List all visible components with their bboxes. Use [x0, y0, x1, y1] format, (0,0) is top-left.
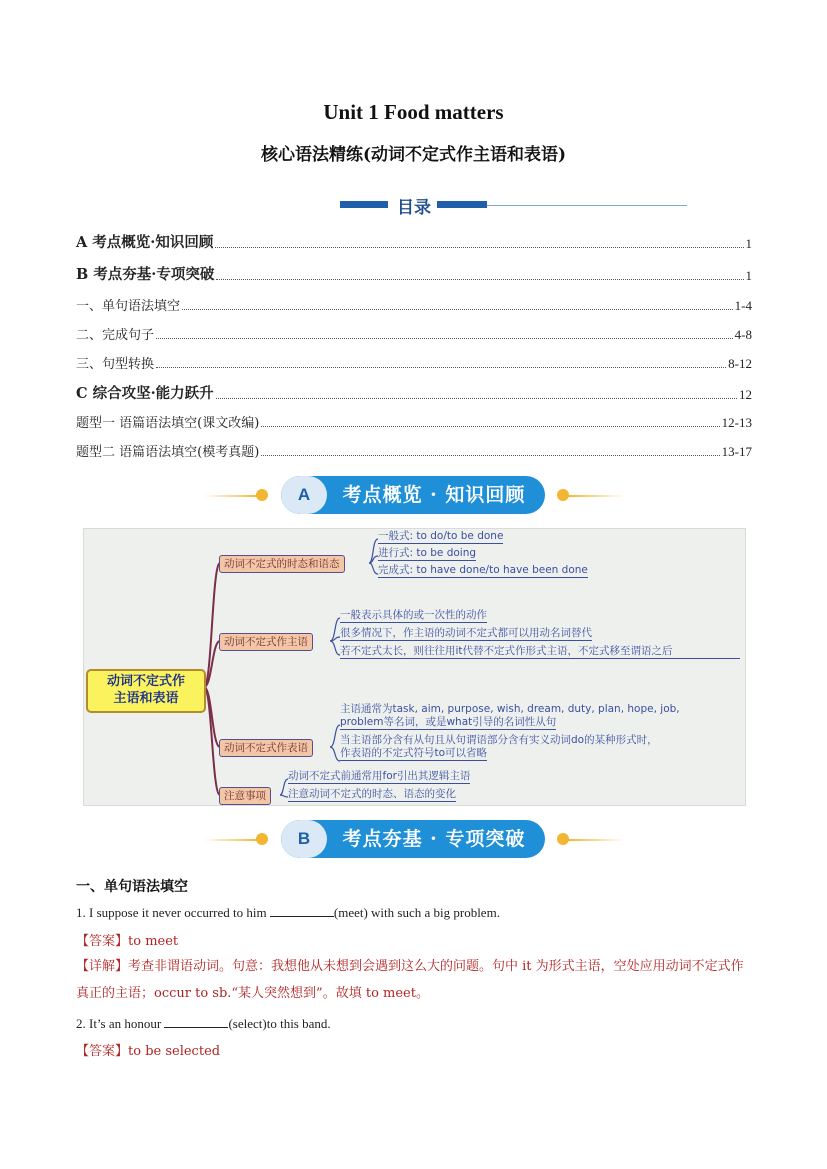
toc-row[interactable]	[76, 324, 752, 343]
banner-letter: B	[281, 820, 327, 858]
toc-row-label: 题型二 语篇语法填空(模考真题)	[76, 445, 260, 460]
question-1	[76, 904, 500, 921]
connector-branch-4	[204, 687, 220, 795]
mindmap-leaf: problem等名词，或是what引导的名词性从句	[340, 716, 557, 728]
document-subtitle: 核心语法精练(动词不定式作主语和表语)	[260, 145, 567, 165]
connector-leaf	[280, 795, 288, 797]
connector-leaf	[330, 637, 340, 641]
detail-tag: 【详解】	[76, 959, 129, 974]
mindmap-leaf: 动词不定式前通常用for引出其逻辑主语	[288, 770, 471, 782]
question-text: (meet) with such a big problem.	[333, 905, 500, 920]
answer-tag: 【答案】	[76, 1044, 129, 1059]
toc-row-label: 三、句型转换	[76, 357, 155, 372]
banner-dot-left	[256, 489, 268, 501]
toc-row-label: 二、完成句子	[76, 328, 155, 343]
mindmap-branch: 注意事项	[219, 787, 271, 805]
toc-row-page: 1-4	[734, 298, 752, 313]
toc-header	[0, 193, 827, 217]
mindmap-leaf: 进行式: to be doing	[378, 547, 477, 559]
mindmap-root	[86, 669, 206, 713]
connector-leaf	[330, 747, 340, 761]
mindmap-leaf: 一般式: to do/to be done	[378, 530, 504, 542]
mindmap	[83, 528, 746, 806]
toc-row[interactable]	[76, 382, 752, 403]
banner-dot-left	[256, 833, 268, 845]
detail-1	[76, 953, 756, 1007]
toc-leader-dots	[215, 247, 743, 248]
banner-line-right	[568, 839, 624, 841]
toc-bar-right	[437, 201, 487, 208]
connector-leaf	[330, 641, 340, 655]
answer-1	[76, 930, 178, 949]
answer-2	[76, 1040, 220, 1059]
mindmap-leaf: 完成式: to have done/to have been done	[378, 564, 588, 576]
toc-row-page: 12	[739, 387, 752, 402]
banner-line-right	[568, 495, 624, 497]
toc-leader-dots	[156, 338, 733, 339]
banner-line-left	[203, 839, 259, 841]
toc-row[interactable]	[76, 231, 752, 252]
toc-row[interactable]	[76, 295, 752, 314]
detail-text: 考查非谓语动词。句意：我想他从未想到会遇到这么大的问题。句中 it 为形式主语，空处应用动词不定式作真正的主语；occur to sb.“某人突然想到”。故填 to meet。	[76, 959, 744, 1001]
answer-text: to be selected	[128, 1044, 221, 1059]
toc-heading: 目录	[397, 198, 431, 218]
toc-row-page: 12-13	[721, 415, 752, 430]
section-heading: 一、单句语法填空	[76, 879, 188, 895]
toc-row-page: 1	[745, 236, 752, 251]
connector-leaf	[280, 779, 288, 795]
banner-letter: A	[281, 476, 327, 514]
toc-leader-dots	[261, 426, 719, 427]
answer-tag: 【答案】	[76, 934, 129, 949]
mindmap-leaf: 一般表示具体的或一次性的动作	[340, 609, 487, 621]
toc-row[interactable]	[76, 263, 752, 284]
banner-pill	[281, 820, 545, 858]
toc-row-page: 4-8	[734, 327, 752, 342]
mindmap-leaf: 很多情况下，作主语的动词不定式都可以用动名词替代	[340, 627, 592, 639]
mindmap-root-text: 动词不定式作 主语和表语	[106, 674, 185, 706]
toc-leader-dots	[216, 279, 743, 280]
toc-leader-dots	[156, 367, 726, 368]
mindmap-leaf: 主语通常为task, aim, purpose, wish, dream, duty, plan, hope, job,	[340, 703, 680, 715]
toc-leader-dots	[261, 455, 719, 456]
mindmap-branch: 动词不定式作表语	[219, 739, 313, 757]
question-text: 2. It’s an honour	[76, 1016, 165, 1031]
banner-line-left	[203, 495, 259, 497]
mindmap-branch: 动词不定式的时态和语态	[219, 555, 345, 573]
document-title: Unit 1 Food matters	[323, 100, 504, 124]
toc-leader-dots	[216, 398, 737, 399]
question-2	[76, 1015, 331, 1032]
answer-text: to meet	[128, 934, 179, 949]
answer-blank[interactable]	[164, 1015, 228, 1028]
toc-row-page: 13-17	[721, 444, 752, 459]
toc-row[interactable]	[76, 441, 752, 460]
toc-row-page: 1	[745, 268, 752, 283]
banner-text: 考点夯基 · 专项突破	[342, 828, 526, 850]
toc-rule-right	[487, 205, 687, 206]
toc-row-label: A 考点概览·知识回顾	[76, 234, 214, 251]
toc-row[interactable]	[76, 353, 752, 372]
toc-row-label: B 考点夯基·专项突破	[76, 266, 215, 283]
mindmap-leaf: 作表语的不定式符号to可以省略	[340, 747, 488, 759]
mindmap-leaf: 注意动词不定式的时态、语态的变化	[288, 788, 456, 800]
answer-blank[interactable]	[270, 904, 334, 917]
toc-leader-dots	[182, 309, 733, 310]
question-text: 1. I suppose it never occurred to him	[76, 905, 270, 920]
banner-text: 考点概览 · 知识回顾	[342, 484, 526, 506]
toc-row-label: 题型一 语篇语法填空(课文改编)	[76, 416, 260, 431]
toc-row[interactable]	[76, 412, 752, 431]
toc-row-page: 8-12	[728, 356, 752, 371]
mindmap-branch: 动词不定式作主语	[219, 633, 313, 651]
connector-leaf	[369, 563, 378, 574]
mindmap-leaf: 若不定式太长，则往往用it代替不定式作形式主语，不定式移至谓语之后	[340, 645, 740, 659]
toc-bar-left	[340, 201, 388, 208]
banner-pill	[281, 476, 545, 514]
question-text: (select)to this band.	[228, 1016, 331, 1031]
toc-row-label: C 综合攻坚·能力跃升	[76, 385, 214, 402]
connector-leaf	[330, 725, 340, 747]
section-banner-a	[0, 474, 827, 518]
toc-row-label: 一、单句语法填空	[76, 299, 181, 314]
mindmap-leaf: 当主语部分含有从句且从句谓语部分含有实义动词do的某种形式时，	[340, 734, 658, 746]
section-banner-b	[0, 818, 827, 862]
